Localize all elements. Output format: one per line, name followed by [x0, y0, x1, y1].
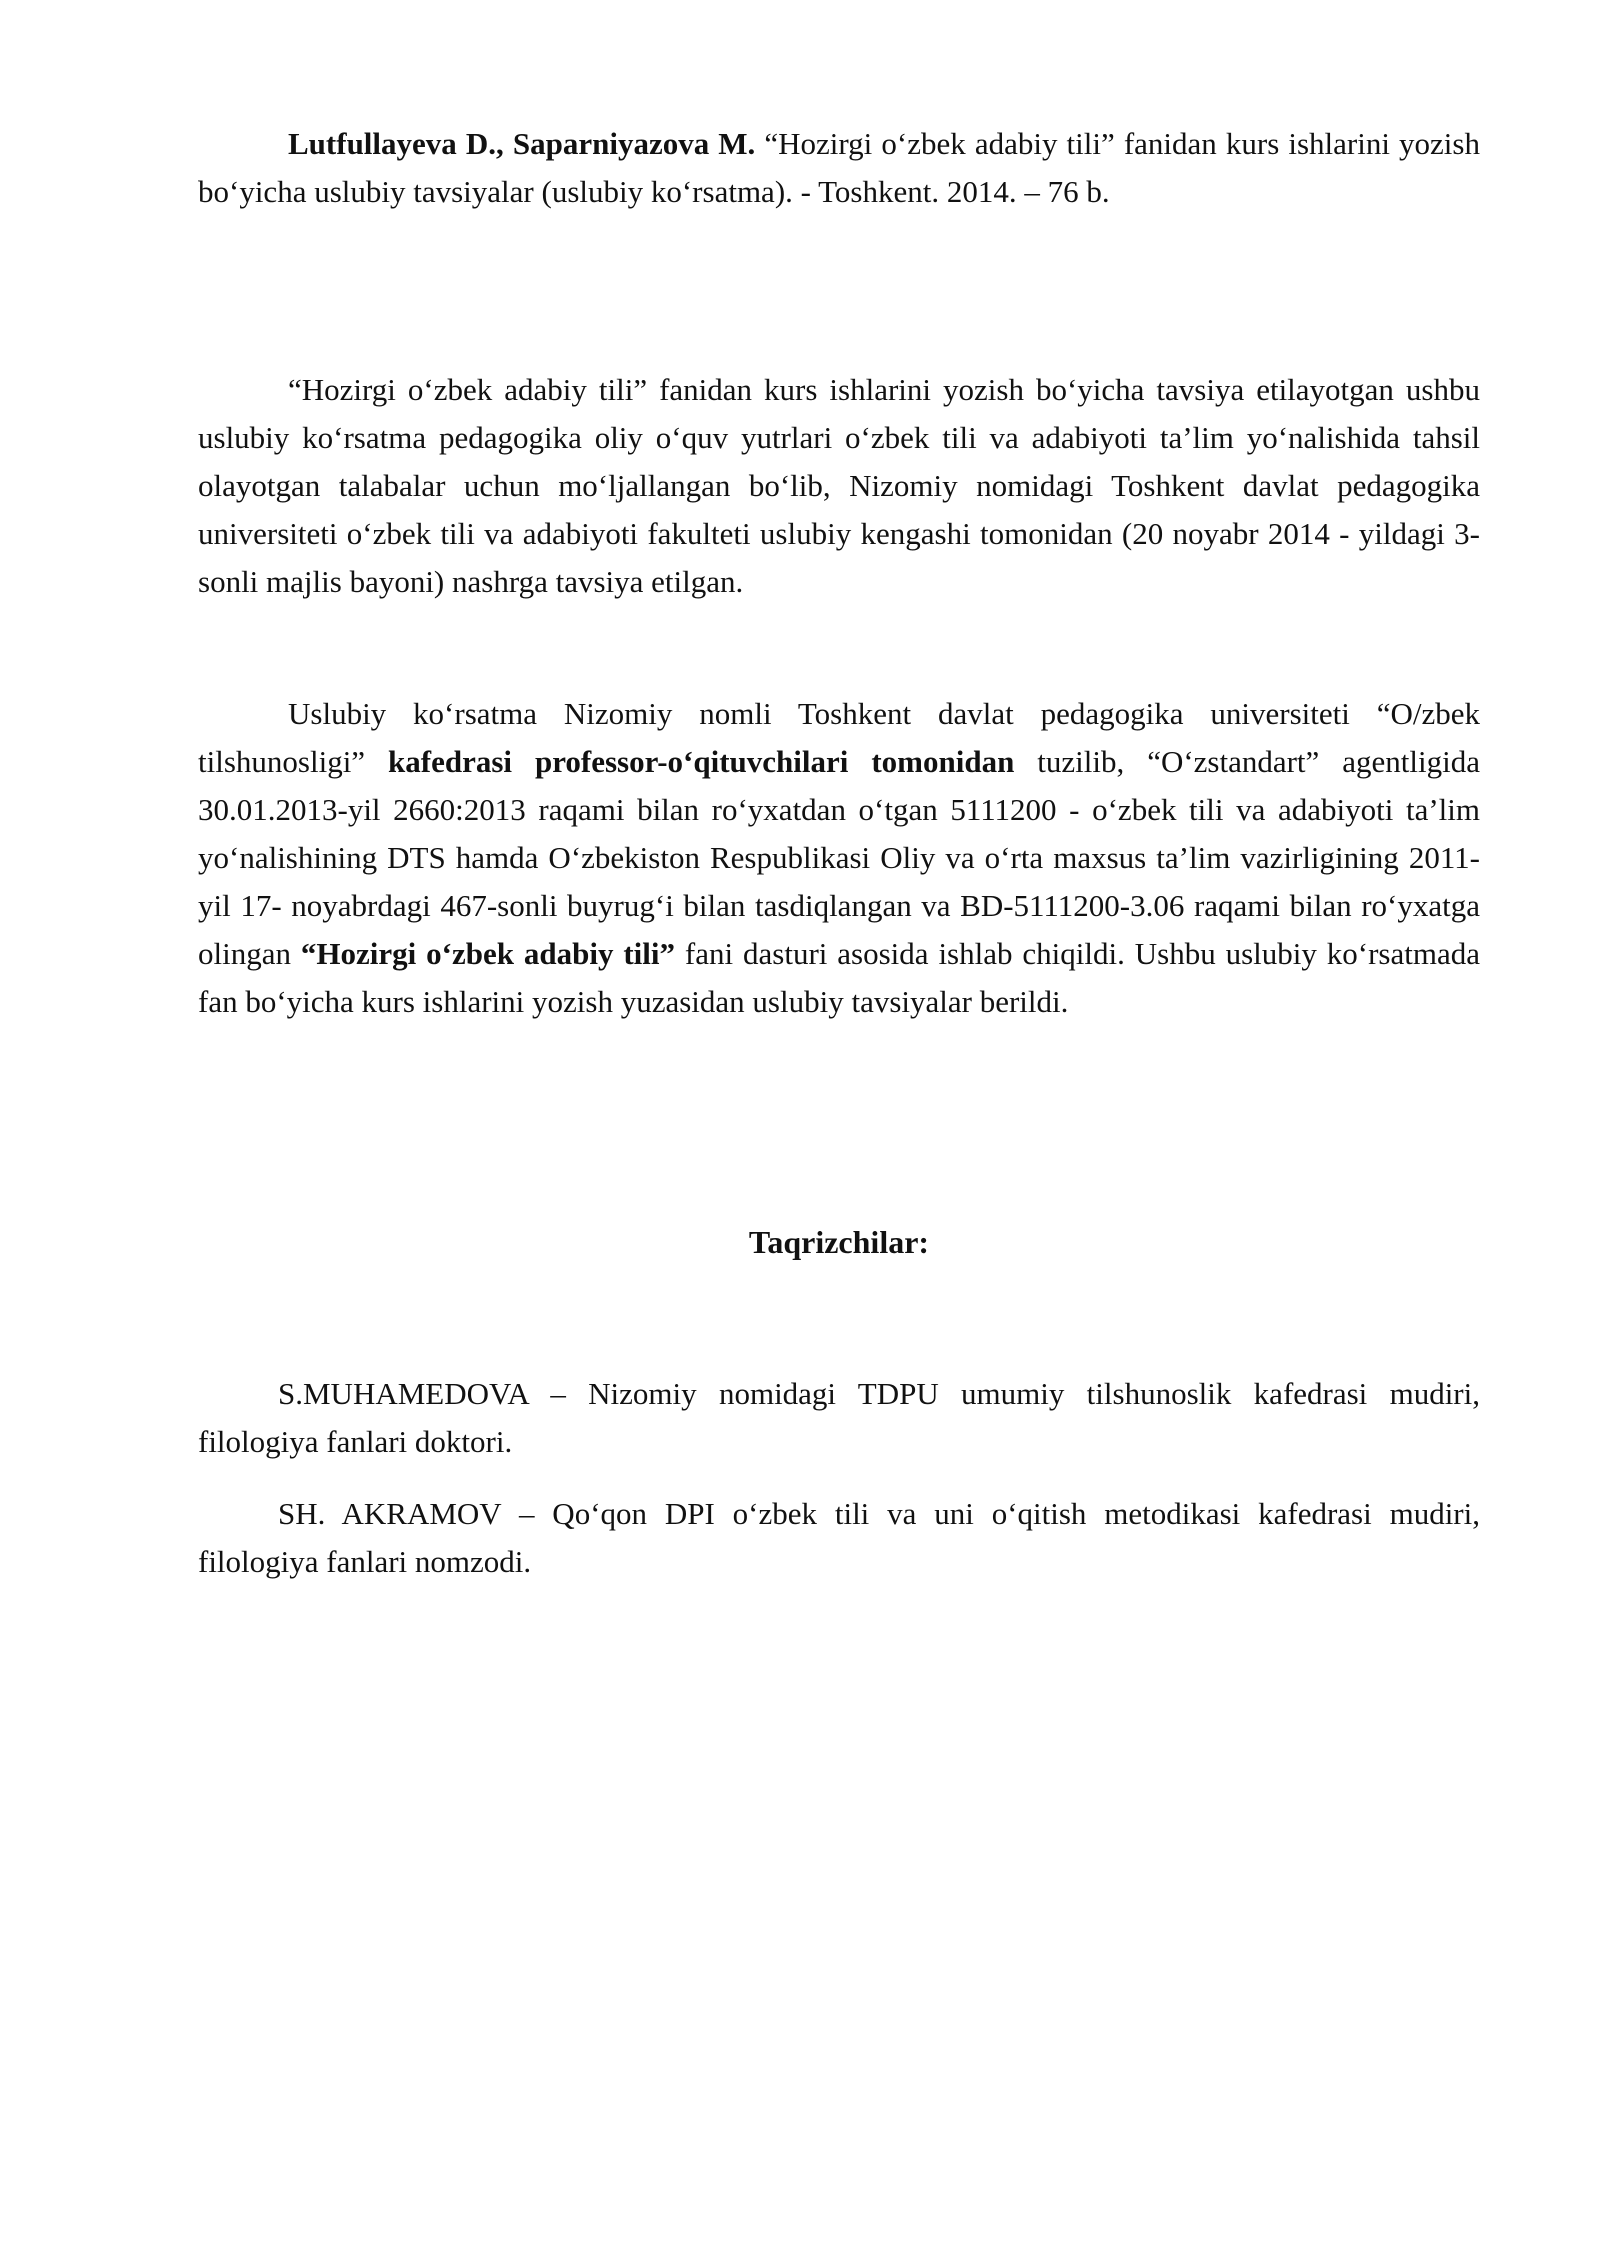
origin-text-middle: tuzilib, “O‘zstandart” agentligida 30.01.2013-yil 2660:2013 raqami bilan ro‘yxatdan o‘tgan 5111200 - o‘zbek tili va adabiyoti ta’lim yo‘nalishining DTS hamda O‘zbekiston Respublikasi Oliy va o‘rta maxsus ta’lim vazirligining 2011- yil 17- noyabrdagi 467-sonli buyrug‘i bilan tasdiqlangan va BD-5111200-3.06 raqami bilan ro‘yxatga olingan — [198, 744, 1480, 971]
reviewer-entry: SH. AKRAMOV – Qo‘qon DPI o‘zbek tili va uni o‘qitish metodikasi kafedrasi mudiri, filologiya fanlari nomzodi. — [198, 1496, 1480, 1579]
citation-text: “Hozirgi o‘zbek adabiy tili” fanidan kurs ishlarini yozish bo‘yicha uslubiy tavsiyalar (uslubiy ko‘rsatma). - Toshkent. 2014. – 76 b. — [198, 126, 1480, 209]
origin-department: kafedrasi professor-o‘qituvchilari tomonidan — [388, 744, 1015, 779]
origin-text-end: fani dasturi asosida ishlab chiqildi. Ushbu uslubiy ko‘rsatmada fan bo‘yicha kurs ishlarini yozish yuzasidan uslubiy tavsiyalar berildi. — [198, 936, 1480, 1019]
description-paragraph: “Hozirgi o‘zbek adabiy tili” fanidan kurs ishlarini yozish bo‘yicha tavsiya etilayotgan ushbu uslubiy ko‘rsatma pedagogika oliy o‘quv yutrlari o‘zbek tili va adabiyoti ta’lim yo‘nalishida tahsil olayotgan talabalar uchun mo‘ljallangan bo‘lib, Nizomiy nomidagi Toshkent davlat pedagogika universiteti o‘zbek tili va adabiyoti fakulteti uslubiy kengashi tomonidan (20 noyabr 2014 - yildagi 3- sonli majlis bayoni) nashrga tavsiya etilgan. — [198, 372, 1480, 599]
reviewers-heading: Taqrizchilar: — [748, 1224, 930, 1260]
origin-paragraph — [198, 690, 1480, 1026]
citation-authors: Lutfullayeva D., Saparniyazova M. — [288, 126, 756, 161]
course-name: “Hozirgi o‘zbek adabiy tili” — [300, 936, 676, 971]
bibliographic-citation — [198, 120, 1480, 216]
reviewer-entry: S.MUHAMEDOVA – Nizomiy nomidagi TDPU umumiy tilshunoslik kafedrasi mudiri, filologiya fanlari doktori. — [198, 1376, 1480, 1459]
origin-text-start: Uslubiy ko‘rsatma Nizomiy nomli Toshkent davlat pedagogika universiteti “O/zbek tilshunosligi” — [198, 696, 1480, 779]
